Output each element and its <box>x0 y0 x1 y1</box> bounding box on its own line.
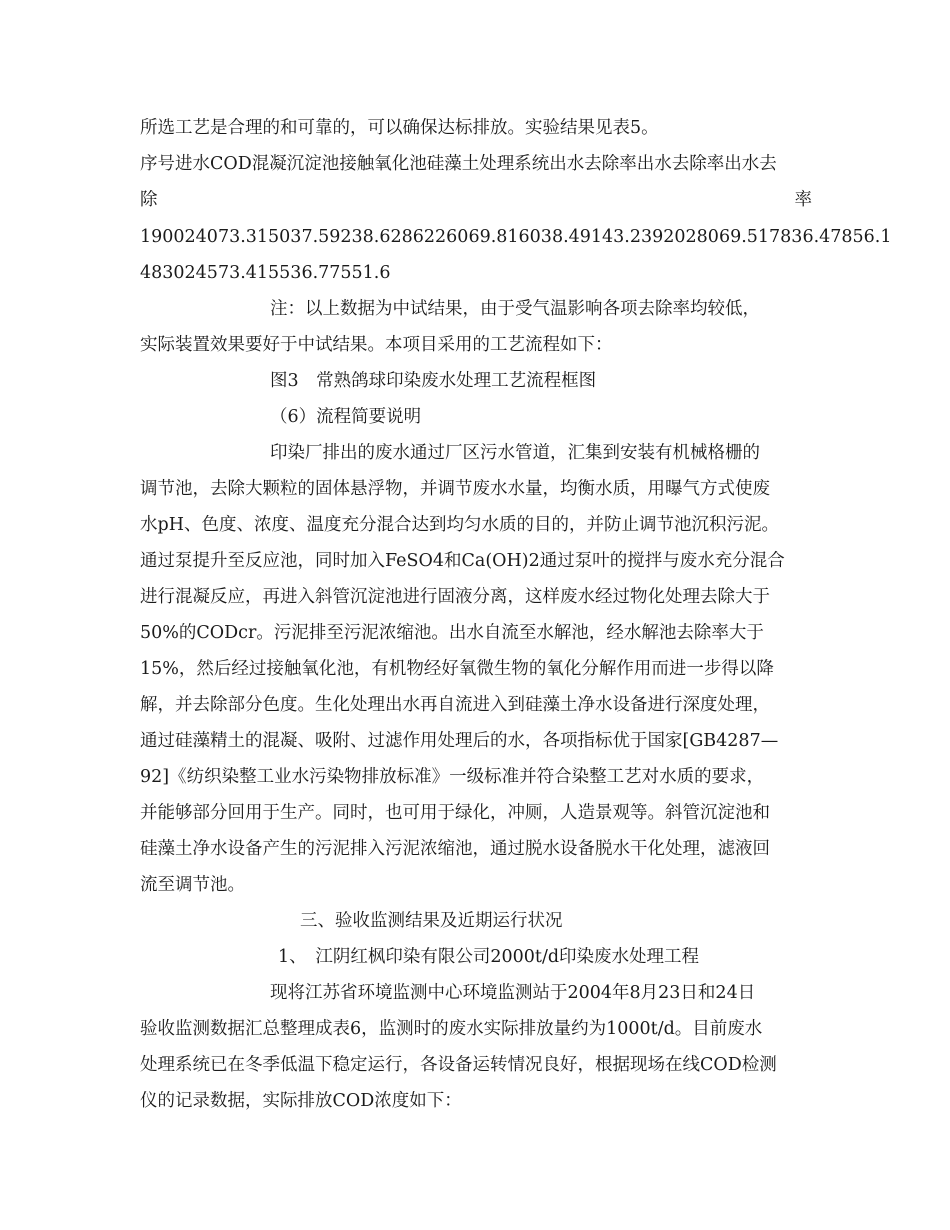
figure-caption: 图3 常熟鸽球印染废水处理工艺流程框图 <box>270 371 597 391</box>
paragraph-line: 通过硅藻精土的混凝、吸附、过滤作用处理后的水，各项指标优于国家[GB4287— <box>140 731 779 751</box>
paragraph-line: 进行混凝反应，再进入斜管沉淀池进行固液分离，这样废水经过物化处理去除大于 <box>140 587 770 607</box>
table-data-line: 190024073.315037.59238.6286226069.816038.49143.2392028069.517836.47856.1 <box>140 227 892 247</box>
table-header-line: 序号进水COD混凝沉淀池接触氧化池硅藻土处理系统出水去除率出水去除率出水去 <box>140 154 777 174</box>
paragraph-line: 所选工艺是合理的和可靠的，可以确保达标排放。实验结果见表5。 <box>140 118 659 138</box>
table-header-fragment: 率 <box>794 190 812 210</box>
paragraph-line: 实际装置效果要好于中试结果。本项目采用的工艺流程如下： <box>140 335 613 355</box>
subsection-heading: 1、 江阴红枫印染有限公司2000t/d印染废水处理工程 <box>278 947 700 967</box>
paragraph-line: 处理系统已在冬季低温下稳定运行，各设备运转情况良好，根据现场在线COD检测 <box>140 1055 777 1075</box>
table-header-wrap-line <box>140 188 812 212</box>
paragraph-line: 15%，然后经过接触氧化池，有机物经好氧微生物的氧化分解作用而进一步得以降 <box>140 659 774 679</box>
paragraph-line: 通过泵提升至反应池，同时加入FeSO4和Ca(OH)2通过泵叶的搅拌与废水充分混合 <box>140 551 785 571</box>
section-heading: 三、验收监测结果及近期运行状况 <box>300 911 563 931</box>
paragraph-line: 印染厂排出的废水通过厂区污水管道，汇集到安装有机械格栅的 <box>270 443 760 463</box>
paragraph-line: 解，并去除部分色度。生化处理出水再自流进入到硅藻土净水设备进行深度处理， <box>140 695 770 715</box>
paragraph-line: 验收监测数据汇总整理成表6，监测时的废水实际排放量约为1000t/d。目前废水 <box>140 1019 763 1039</box>
table-data-line: 483024573.415536.77551.6 <box>140 263 391 283</box>
paragraph-line: 调节池，去除大颗粒的固体悬浮物，并调节废水水量，均衡水质，用曝气方式使废 <box>140 479 770 499</box>
paragraph-line: 50%的CODcr。污泥排至污泥浓缩池。出水自流至水解池，经水解池去除率大于 <box>140 623 764 643</box>
paragraph-line: 现将江苏省环境监测中心环境监测站于2004年8月23日和24日 <box>270 983 756 1003</box>
paragraph-line: 并能够部分回用于生产。同时，也可用于绿化，冲厕，人造景观等。斜管沉淀池和 <box>140 803 770 823</box>
table-header-fragment: 除 <box>140 190 158 210</box>
paragraph-line: 仪的记录数据，实际排放COD浓度如下： <box>140 1091 462 1111</box>
paragraph-line: 92]《纺织染整工业水污染物排放标准》一级标准并符合染整工艺对水质的要求， <box>140 767 765 787</box>
section-subheading: （6）流程简要说明 <box>270 407 422 427</box>
paragraph-line: 硅藻土净水设备产生的污泥排入污泥浓缩池，通过脱水设备脱水干化处理，滤液回 <box>140 839 770 859</box>
note-line: 注：以上数据为中试结果，由于受气温影响各项去除率均较低， <box>270 299 760 319</box>
paragraph-line: 水pH、色度、浓度、温度充分混合达到均匀水质的目的，并防止调节池沉积污泥。 <box>140 515 779 535</box>
paragraph-line: 流至调节池。 <box>140 875 245 895</box>
